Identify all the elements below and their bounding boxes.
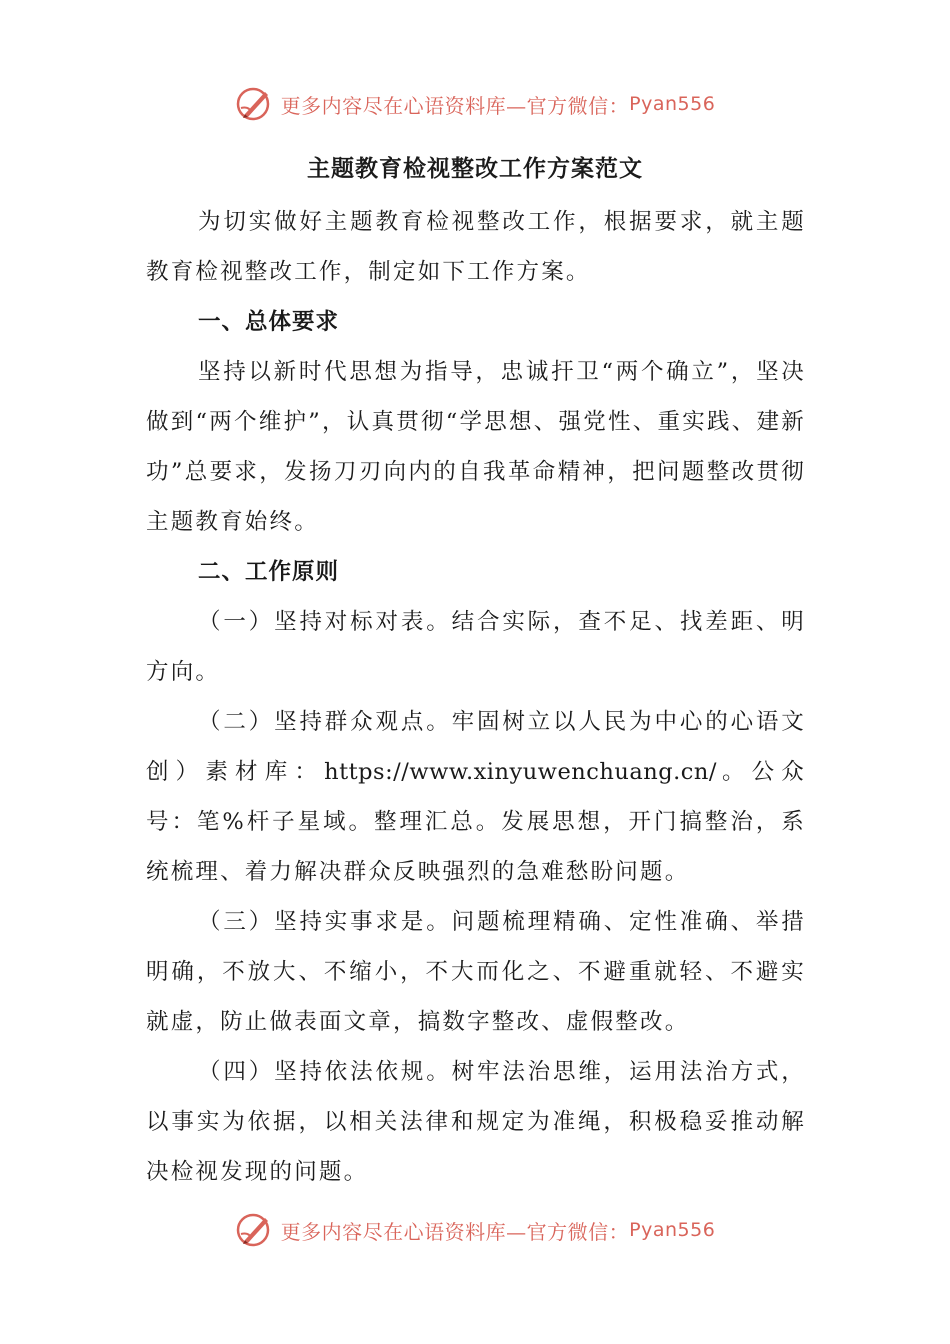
watermark-wechat-id: Pyan556 <box>629 1219 716 1241</box>
watermark-wechat-id: Pyan556 <box>629 93 716 115</box>
principle-3-paragraph: （三）坚持实事求是。问题梳理精确、定性准确、举措明确，不放大、不缩小，不大而化之、不避重就轻、不避实就虚，防止做表面文章，搞数字整改、虚假整改。 <box>146 909 806 1035</box>
watermark-text: 更多内容尽在心语资料库—官方微信： <box>280 93 630 118</box>
principle-2-url: https://www.xinyuwenchuang.cn/ <box>324 759 717 785</box>
pen-seal-icon <box>235 1210 275 1250</box>
principle-4-paragraph: （四）坚持依法依规。树牢法治思维，运用法治方式，以事实为依据，以相关法律和规定为准绳，积极稳妥推动解决检视发现的问题。 <box>146 1059 806 1185</box>
section-heading-work-principles: 二、工作原则 <box>198 559 340 585</box>
principle-2-paragraph <box>146 697 806 897</box>
intro-paragraph: 为切实做好主题教育检视整改工作，根据要求，就主题教育检视整改工作，制定如下工作方案。 <box>146 209 806 285</box>
document-title: 主题教育检视整改工作方案范文 <box>307 156 643 182</box>
watermark-footer <box>0 1206 950 1254</box>
document-body <box>146 197 806 1197</box>
principle-2-text-a: （二）坚持群众观点。牢固树立以人民为中心的心语文创）素材库： <box>146 709 806 785</box>
principle-2-text-b: 。公众号：笔%杆子星域。整理汇总。发展思想，开门搞整治，系统梳理、着力解决群众反映强烈的急难愁盼问题。 <box>146 759 807 885</box>
overall-requirements-paragraph: 坚持以新时代思想为指导，忠诚扞卫“两个确立”，坚决做到“两个维护”，认真贯彻“学思想、强党性、重实践、建新功”总要求，发扬刀刃向内的自我革命精神，把问题整改贯彻主题教育始终。 <box>146 359 806 535</box>
section-heading-overall-requirements: 一、总体要求 <box>198 309 340 335</box>
pen-seal-icon <box>235 84 275 124</box>
watermark-text: 更多内容尽在心语资料库—官方微信： <box>280 1219 630 1244</box>
watermark-header <box>0 80 950 128</box>
principle-1-paragraph: （一）坚持对标对表。结合实际，查不足、找差距、明方向。 <box>146 609 806 685</box>
